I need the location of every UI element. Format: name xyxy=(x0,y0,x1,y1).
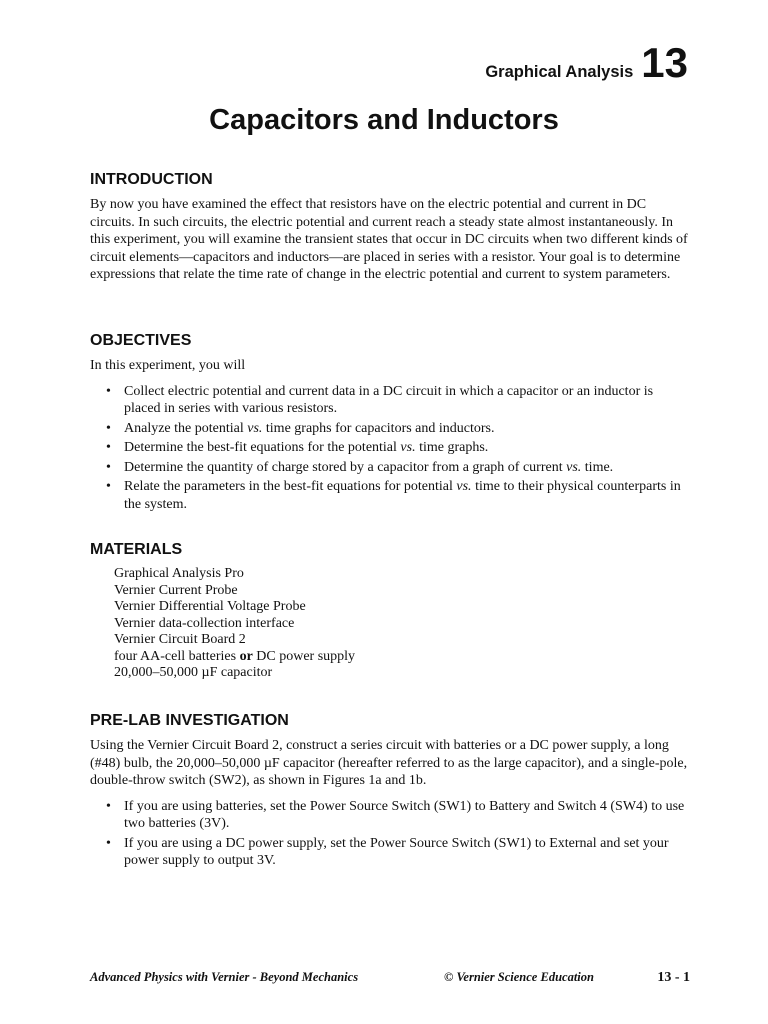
objective-text-end: time graphs for capacitors and inductors. xyxy=(262,420,495,436)
material-item xyxy=(114,649,690,666)
introduction-section xyxy=(90,170,690,284)
material-item: Vernier Current Probe xyxy=(114,582,238,598)
objective-text-end: time to their physical counterparts in the system. xyxy=(124,479,681,512)
bullet-icon: • xyxy=(106,440,111,455)
prelab-item xyxy=(106,835,690,870)
material-item: Vernier Differential Voltage Probe xyxy=(114,599,306,614)
bullet-icon: • xyxy=(106,420,111,436)
prelab-item-text: If you are using batteries, set the Power Source Switch (SW1) to Battery and Switch 4 (SW4) to use two batteries (3V). xyxy=(124,798,685,831)
prelab-item-text: If you are using a DC power supply, set the Power Source Switch (SW1) to External and set your power supply to output 3V. xyxy=(124,835,669,868)
objectives-heading: OBJECTIVES xyxy=(90,332,192,349)
materials-heading: MATERIALS xyxy=(90,541,183,558)
introduction-heading: INTRODUCTION xyxy=(90,171,213,188)
material-bold: or xyxy=(239,648,253,664)
objective-text: Determine the quantity of charge stored by a capacitor from a graph of current xyxy=(124,459,567,475)
material-text: four AA-cell batteries xyxy=(114,648,240,664)
footer-book-title: Advanced Physics with Vernier - Beyond Mechanics xyxy=(90,970,359,984)
objective-item xyxy=(106,420,690,438)
bullet-icon: • xyxy=(106,459,111,475)
objective-item xyxy=(106,439,690,457)
page-title: Capacitors and Inductors xyxy=(209,104,559,136)
footer-copyright: © Vernier Science Education xyxy=(444,970,594,984)
chapter-label: Graphical Analysis xyxy=(485,63,634,81)
objectives-list xyxy=(90,383,690,514)
objective-text: Analyze the potential xyxy=(124,420,248,436)
objective-italic: vs. xyxy=(247,420,263,436)
materials-section xyxy=(90,540,690,682)
chapter-number: 13 xyxy=(641,39,688,86)
objective-text-end: time graphs. xyxy=(415,440,489,455)
footer-page-number: 13 - 1 xyxy=(657,970,690,985)
objective-item xyxy=(106,383,690,418)
material-item: 20,000–50,000 µF capacitor xyxy=(114,665,273,680)
objective-text-end: time. xyxy=(581,459,614,475)
material-item: Vernier Circuit Board 2 xyxy=(114,632,246,647)
objective-text: Relate the parameters in the best-fit equations for potential xyxy=(124,479,457,494)
objective-italic: vs. xyxy=(456,479,472,494)
bullet-icon: • xyxy=(106,798,111,814)
objective-item xyxy=(106,459,690,477)
prelab-text: Using the Vernier Circuit Board 2, construct a series circuit with batteries or a DC power supply, a long (#48) bulb, the 20,000–50,000 µF capacitor (hereafter referred to as the large capacitor), and a single-pole, double-throw switch (SW2), as shown in Figures 1a and 1b. xyxy=(90,738,688,788)
introduction-text: By now you have examined the effect that resistors have on the electric potential and current in DC circuits. In such circuits, the electric potential and current reach a steady state almost instantaneously. In this experiment, you will examine the transient states that occur in DC circuits when two different kinds of circuit elements—capacitors and inductors—are placed in series with a resistor. Your goal is to determine expressions that relate the time rate of change in the electric potential and current to system parameters. xyxy=(90,197,688,282)
material-text-end: DC power supply xyxy=(252,648,356,664)
objective-italic: vs. xyxy=(566,459,582,475)
materials-list xyxy=(90,566,690,682)
objectives-section xyxy=(90,331,690,515)
prelab-heading: PRE-LAB INVESTIGATION xyxy=(90,712,289,729)
prelab-list xyxy=(90,798,690,870)
bullet-icon: • xyxy=(106,383,111,399)
material-item: Graphical Analysis Pro xyxy=(114,566,244,581)
objective-item xyxy=(106,478,690,513)
objective-text: Determine the best-fit equations for the potential xyxy=(124,440,401,455)
material-item: Vernier data-collection interface xyxy=(114,615,295,631)
prelab-item xyxy=(106,798,690,833)
bullet-icon: • xyxy=(106,479,111,494)
objective-italic: vs. xyxy=(400,440,416,455)
chapter-header xyxy=(485,39,688,86)
bullet-icon: • xyxy=(106,835,111,851)
objective-text: Collect electric potential and current data in a DC circuit in which a capacitor or an inductor is placed in series with various resistors. xyxy=(124,383,654,416)
objectives-lead: In this experiment, you will xyxy=(90,358,246,373)
prelab-section xyxy=(90,711,690,872)
